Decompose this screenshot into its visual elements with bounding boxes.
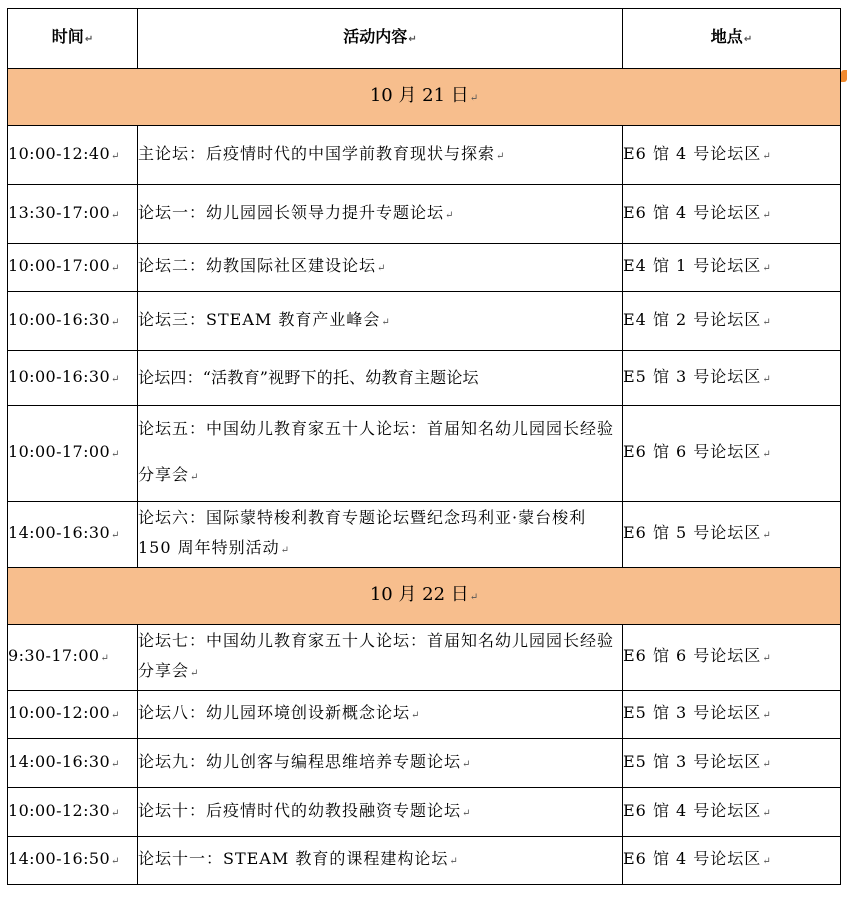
location-cell: E6 馆 4 号论坛区↵ <box>623 185 841 244</box>
header-activity: 活动内容↵ <box>138 9 623 69</box>
table-row <box>8 292 841 351</box>
table-row <box>8 244 841 292</box>
time-cell: 10:00-16:30↵ <box>8 292 138 351</box>
header-location: 地点↵ <box>623 9 841 69</box>
location-cell: E6 馆 5 号论坛区↵ <box>623 502 841 568</box>
activity-cell: 论坛十一：STEAM 教育的课程建构论坛↵ <box>138 837 623 885</box>
location-cell: E5 馆 3 号论坛区↵ <box>623 691 841 739</box>
edge-marker <box>841 70 847 82</box>
activity-cell: 主论坛：后疫情时代的中国学前教育现状与探索↵ <box>138 126 623 185</box>
activity-cell: 论坛十：后疫情时代的幼教投融资专题论坛↵ <box>138 788 623 837</box>
time-cell: 13:30-17:00↵ <box>8 185 138 244</box>
table-row <box>8 837 841 885</box>
date-cell: 10 月 22 日↵ <box>8 568 841 625</box>
table-row <box>8 126 841 185</box>
location-cell: E4 馆 2 号论坛区↵ <box>623 292 841 351</box>
time-cell: 10:00-17:00↵ <box>8 406 138 502</box>
schedule-table <box>7 8 841 885</box>
time-cell: 9:30-17:00↵ <box>8 625 138 691</box>
table-row <box>8 788 841 837</box>
header-row <box>8 9 841 69</box>
activity-cell: 论坛八：幼儿园环境创设新概念论坛↵ <box>138 691 623 739</box>
activity-cell: 论坛二：幼教国际社区建设论坛↵ <box>138 244 623 292</box>
time-cell: 10:00-17:00↵ <box>8 244 138 292</box>
location-cell: E5 馆 3 号论坛区↵ <box>623 351 841 406</box>
table-row <box>8 185 841 244</box>
location-cell: E6 馆 6 号论坛区↵ <box>623 406 841 502</box>
time-cell: 14:00-16:50↵ <box>8 837 138 885</box>
location-cell: E4 馆 1 号论坛区↵ <box>623 244 841 292</box>
date-cell: 10 月 21 日↵ <box>8 69 841 126</box>
table-row <box>8 351 841 406</box>
time-cell: 10:00-12:40↵ <box>8 126 138 185</box>
time-cell: 10:00-12:30↵ <box>8 788 138 837</box>
activity-cell: 论坛四：“活教育”视野下的托、幼教育主题论坛 <box>138 351 623 406</box>
table-row <box>8 691 841 739</box>
location-cell: E6 馆 4 号论坛区↵ <box>623 788 841 837</box>
date-row <box>8 69 841 126</box>
table-row <box>8 502 841 568</box>
time-cell: 10:00-12:00↵ <box>8 691 138 739</box>
header-time: 时间↵ <box>8 9 138 69</box>
activity-cell: 论坛七：中国幼儿教育家五十人论坛：首届知名幼儿园园长经验分享会↵ <box>138 625 623 691</box>
activity-cell: 论坛九：幼儿创客与编程思维培养专题论坛↵ <box>138 739 623 788</box>
time-cell: 14:00-16:30↵ <box>8 739 138 788</box>
location-cell: E6 馆 4 号论坛区↵ <box>623 837 841 885</box>
activity-cell: 论坛一：幼儿园园长领导力提升专题论坛↵ <box>138 185 623 244</box>
activity-cell: 论坛三：STEAM 教育产业峰会↵ <box>138 292 623 351</box>
location-cell: E6 馆 4 号论坛区↵ <box>623 126 841 185</box>
time-cell: 14:00-16:30↵ <box>8 502 138 568</box>
table-row <box>8 739 841 788</box>
table-row <box>8 625 841 691</box>
date-row <box>8 568 841 625</box>
table-row <box>8 406 841 502</box>
activity-cell: 论坛六：国际蒙特梭利教育专题论坛暨纪念玛利亚·蒙台梭利 150 周年特别活动↵ <box>138 502 623 568</box>
time-cell: 10:00-16:30↵ <box>8 351 138 406</box>
activity-cell: 论坛五：中国幼儿教育家五十人论坛：首届知名幼儿园园长经验分享会↵ <box>138 406 623 502</box>
location-cell: E5 馆 3 号论坛区↵ <box>623 739 841 788</box>
location-cell: E6 馆 6 号论坛区↵ <box>623 625 841 691</box>
